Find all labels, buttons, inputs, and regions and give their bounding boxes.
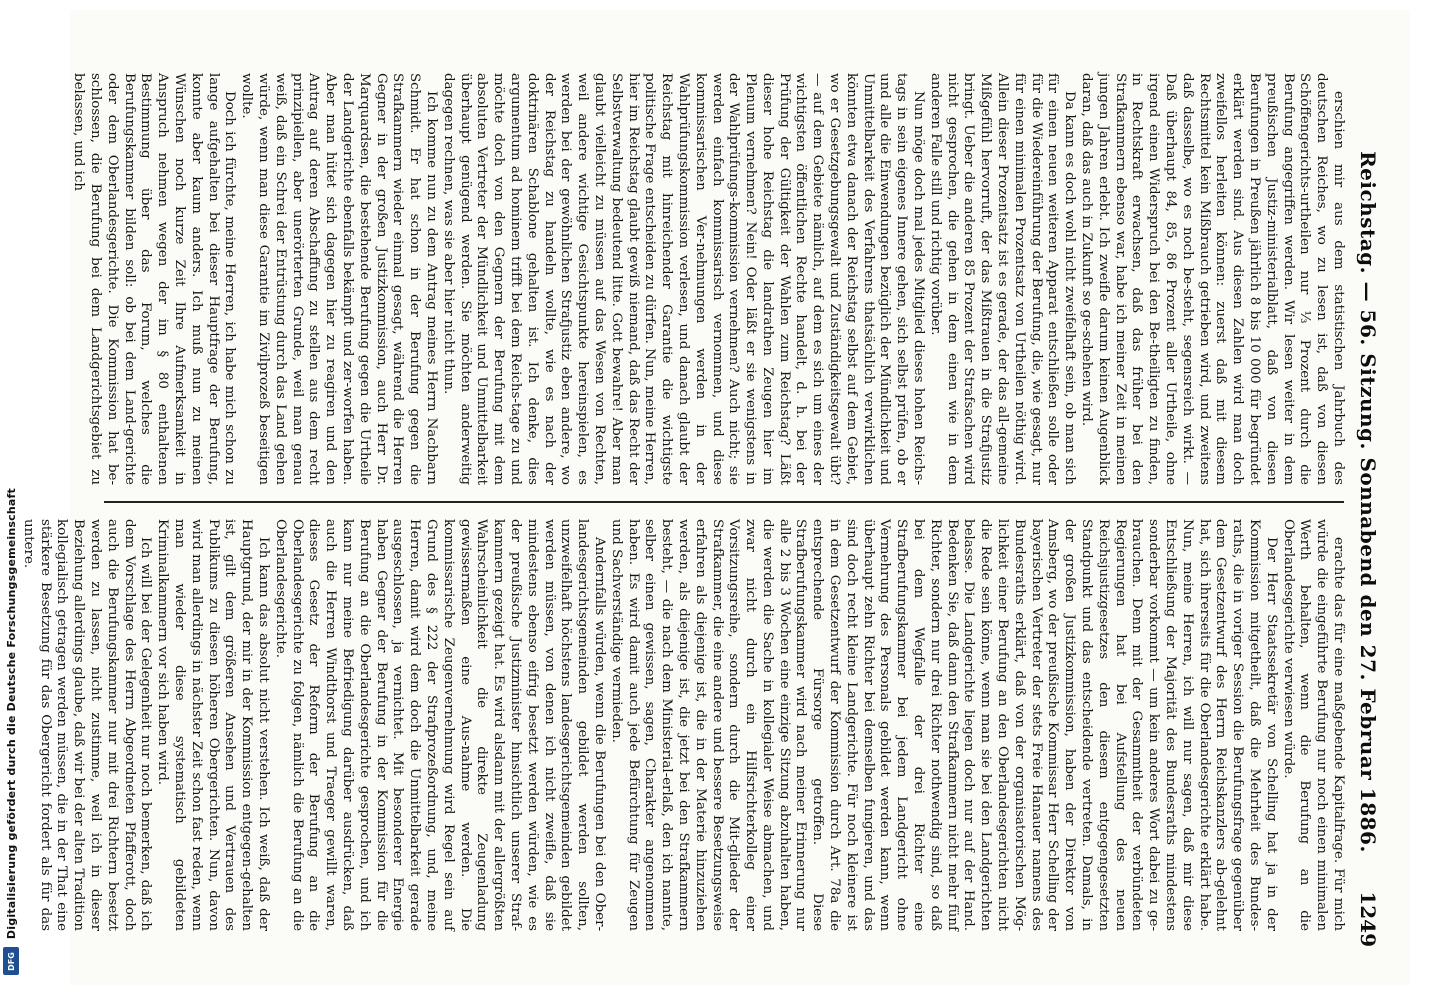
- dfg-logo-icon: [3, 947, 19, 975]
- paragraph: Doch ich fürchte, meine Herren, ich habe mich schon zu lange aufgehalten bei dieser Hauptfrage der Berufung, konnte aber kaum anders. Ich muß nun zu meinen Wünschen noch kurze Zeit Ihre Aufmerksamkeit in Anspruch nehmen wegen der im § 80 enthaltenen Bestimmung über das Forum, welches die Berufungskammer bilden soll: ob bei dem Land-gerichte oder dem Oberlandesgerichte. Die Kommission hat be-schlossen, die Berufung bei dem Landgerichtsgebiet zu belassen, und ich: [71, 73, 238, 485]
- paragraph: Ich kann das absolut nicht verstehen. Ich weiß, daß der Hauptgrund, der mir in der Kommission entgegen-gehalten ist, gilt dem größeren Ansehen und Vertrauen des Publikums zu diesen höheren Obergerichten. Nun, davon wird man allerdings in nächster Zeit schon fast reden, wenn man wieder diese systematisch gebildeten Kriminalkammern vor sich haben wird.: [155, 519, 271, 931]
- digitization-credit: Digitalisierung gefördert durch die Deutsche Forschungsgemeinschaft: [4, 487, 18, 939]
- paragraph: Ich will bei der Gelegenheit nur noch bemerken, daß ich dem Vorschlage des Herrn Abgeordneten Pfafferott, doch auch die Berufungskammer nur mit drei Richtern besetzt werden zu lassen, nicht zustimme, weil ich in dieser Beziehung allerdings glaube, daß wir bei der alten Tradition kollegialisch getragen werden müssen, die in der That eine stärkere Besetzung für das Obergericht fordert als für das untere.: [20, 519, 154, 931]
- paragraph: Nun möge doch mal jedes Mitglied dieses hohen Reichs-tags in sein eigenes Innere gehen, sich selbst prüfen, ob er und alle die Einwendungen bezüglich der Mündlichkeit und Unmittelbarkeit des Verfahrens thatsächlich verwirklichen könnten etwa danach der Reichstag selbst auf dem Gebiet, wo er Gesetzgebungsgewalt und Zuständigkeitsgewalt übt? — auf dem Gebiete nämlich, auf dem es sich um eines der wichtigsten öffentlichen Rechte handelt, d. h. bei der Prüfung der Gültigkeit der Wahlen zum Reichstag? Läßt dieser hohe Reichstag die landrathen Zeugen hier im Plenum vernehmen? Nein! Oder läßt er sie wenigstens in der Wahlprüfungs-kommission vernehmen? Auch nicht; sie werden einfach kommissarisch vernommen, und diese kommissarischen Ver-nehmungen werden in der Wahlprüfungskommission verlesen, und danach glaubt der Reichstag mit hinreichender Garantie die wichtigste politische Frage entscheiden zu dürfen. Nun, meine Herren, hier im Reichstag glaubt gewiß niemand, daß das Recht der Selbstverwaltung bedeutend litte. Gott bewahre! Aber man glaubt vielleicht zu müssen auf das Wesen von Rechten, weil andere wichtige Gesichtspunkte hereinspielen, es werden bei der gewöhnlichen Strafjustiz eben andere, wo der Reichstag zu handeln wollte, wie es nach der doktrinären Schablone gehalten ist. Ich denke, dies argumentum ad hominem trifft bei dem Reichs-tage zu und möchte doch von den Gegnern der Berufung mit dem absoluten Vertreter der Mündlichkeit und Unmittelbarkeit überhaupt genügend werden. Sie möchten anderweitig dagegen rechnen, was sie aber hier nicht thun.: [440, 73, 927, 485]
- paragraph: Ich komme nun zu dem Antrag meines Herrn Nachbarn Schmidt. Er hat schon in der Berufung gegen die Strafkammern wieder einmal gesagt, während die Herren Gegner in der großen Justizkommission, auch Herr Dr. Marquardsen, die bestehende Berufung gegen die Urtheile der Landgerichte ebenfalls bekämpft und zer-worfen haben. Aber man hütet sich dagegen hier zu reagiren und den Antrag auf deren Abschaffung zu stellen aus dem recht prinzipiellen, aber unerörterten Grunde, weil man genau weiß, daß ein Schrei der Entrüstung durch das Land gehen würde, wenn man diese Garantie im Zivilprozeß beseitigen wollte.: [239, 73, 439, 485]
- paragraph: Da kann es doch wohl nicht zweifelhaft sein, ob man sich für einen neuen weiteren Apparat entschließen solle oder für die Wiedereinführung der Berufung, die, wie gesagt, nur für einen minimalen Prozentsatz von Urtheilen nöthig wird. Allein dieser Prozentsatz ist es gerade, der das all-gemeine Mißgefühl hervorruft, der das Mißtrauen in die Strafjustiz bringt. Ueber die anderen 85 Prozent der Strafsachen wird nicht gesprochen, die gehen in dem einen wie in dem anderen Falle still und richtig vorüber.: [927, 73, 1078, 485]
- left-column: [71, 57, 1346, 501]
- paragraph: erachte das für eine maßgebende Kapitalfrage. Für mich würde die eingeführte Berufung nur noch einen minimalen Werth behalten, wenn die Berufung an die Oberlandesgerichte verwiesen würde.: [1280, 519, 1346, 931]
- paragraph: Der Herr Staatssekretär von Schelling hat ja in der Kommission mitgetheilt, daß die Mehrheit des Bundes-raths, die in voriger Session die Berufungsfrage gegenüber dem Gesetzentwurf des Herrn Reichskanzlers ab-gelehnt hat, sich ihrerseits für die Oberlandesgerichte erklärt habe. Nun, meine Herren, ich will nur sagen, daß mir diese Entschließung der Majorität des Bundesraths mindestens sonderbar vorkommt — um kein anderes Wort dabei zu ge-brauchen. Denn mit der Gesammtheit der verbündeten Regierungen hat bei Aufstellung des neuen Reichsjustizgesetzes den diesem entgegengesetzten Standpunkt und das entscheidende vertreten. Damals, in der großen Justizkommission, haben der Direktor von Amsberg, wo der preußische Kommissar Herr Schelling der bayerischen Vertreter der stets Freie Hanauer namens des Bundesraths erklärt, daß von der organisatorischen Mög-lichkeit einer Berufung an den Oberlandesgerichten nicht die Rede sein könne, wenn man sie bei den Landgerichten belasse. Die Landgerichte liegen doch nur auf der Hand. Bedenken Sie, daß dann den Strafkammern nicht mehr fünf Richter, sondern nur drei Richter nothwendig sind, so daß bei dem Wegfalle der drei Richter eine Strafberufungskammer bei jedem Landgericht ohne Vermehrung des Personals gebildet werden kann, wenn überhaupt zehn Richter bei demselben fungieren, und das sind doch recht kleine Landgerichte. Für noch kleinere ist in dem Gesetzentwurf der Kommission durch Art. 78a die entsprechende Fürsorge getroffen. Diese Strafberufungskammer wird nach meiner Erinnerung nur alle 2 bis 3 Wochen eine einzige Sitzung abzuhalten haben, die werden die Sache in kollegialer Weise abmachen, und zwar nicht durch ein Hilfsrichterkolleg einer Vorsitzungsreihe, sondern durch die Mit-glieder der Strafkammer, die eine andere und bessere Besetzungsweise erfahren als diejenige ist, die in der Materie hinzuziehen werden, als diejenige ist, die jetzt bei den Strafkammern besteht, — die nach dem Ministerial-erlaß, den ich nannte, selber einen gewissen, sagen, Charakter angenommen haben. Es wird damit auch jede Befürchtung für Zeugen und Sachverständige vermieden.: [608, 519, 1279, 931]
- dfg-logo-label: DFG: [6, 951, 16, 971]
- running-title: Reichstag. — 56. Sitzung. Sonnabend den 27. Februar 1886.: [1356, 151, 1380, 853]
- paragraph: Andernfalls würden, wenn die Berufungen bei den Ober-landesgerichtsgemeinden gebildet werden sollten, unzweifelhaft höchstens landesgerichtsgemeinden gebildet werden müssen, von denen ich nicht zweifle, daß sie mindestens ebenso eifrig besetzt werden würden, wie es der preußische Justizminister hinsichtlich unserer Straf-kammern gezeigt hat. Es wird alsdann mit der allergrößten Wahrscheinlichkeit die direkte Zeugenladung gewissermaßen eine Aus-nahme werden. Die kommissarische Zeugenvernehmung wird Regel sein auf Grund des § 222 der Strafprozeßordnung, und, meine Herren, damit wird dem doch die Unmittelbarkeit gerade ausgeschlossen, ja vernichtet. Mit besonderer Energie haben Gegner der Berufung in der Kommission für die Berufung an die Oberlandesgerichte gesprochen, und ich kann nur meine Befriedigung darüber ausdrücken, daß auch die Herren Windthorst und Traeger gewillt waren, dieses Gesetz der Reform der Berufung an die Oberlandesgerichte zu folgen, nämlich die Berufung an die Oberlandesgerichte.: [272, 519, 607, 931]
- right-column: [20, 503, 1346, 947]
- rotated-page: [20, 17, 1400, 977]
- text-columns: [20, 57, 1346, 947]
- page-number: 1249: [1356, 891, 1380, 947]
- scanned-page: [20, 10, 1410, 985]
- page-header: [1350, 57, 1386, 947]
- paragraph: erschien mir aus dem statistischen Jahrbuch des deutschen Reiches, wo zu lesen ist, daß von diesen Schöffengerichts-urtheilen nur ⅓ Prozent durch die Berufung angegriffen werden. Wir lesen weiter in dem preußischen Justiz-ministerialblatt, daß von diesen Berufungen in Preußen jährlich 8 bis 10 000 für begründet erklärt werden sind. Aus diesen Zahlen wird man doch zweifellos herleiten können: zuerst daß mit diesem Rechtsmittel kein Mißbrauch getrieben wird, und zweitens daß dasselbe, wo es noch be-steht, segensreich wirkt. — Daß überhaupt 84, 85, 86 Prozent aller Urtheile, ohne irgend einen Widerspruch bei den Be-theiligten zu finden, in Rechtskraft erwachsen, daß das früher bei den Strafkammern ebenso war, habe ich meiner Zeit in meinen jungen Jahren erlebt. Ich zweifle darum keinen Augenblick daran, daß das auch in Zukunft so ge-schehen wird.: [1079, 73, 1346, 485]
